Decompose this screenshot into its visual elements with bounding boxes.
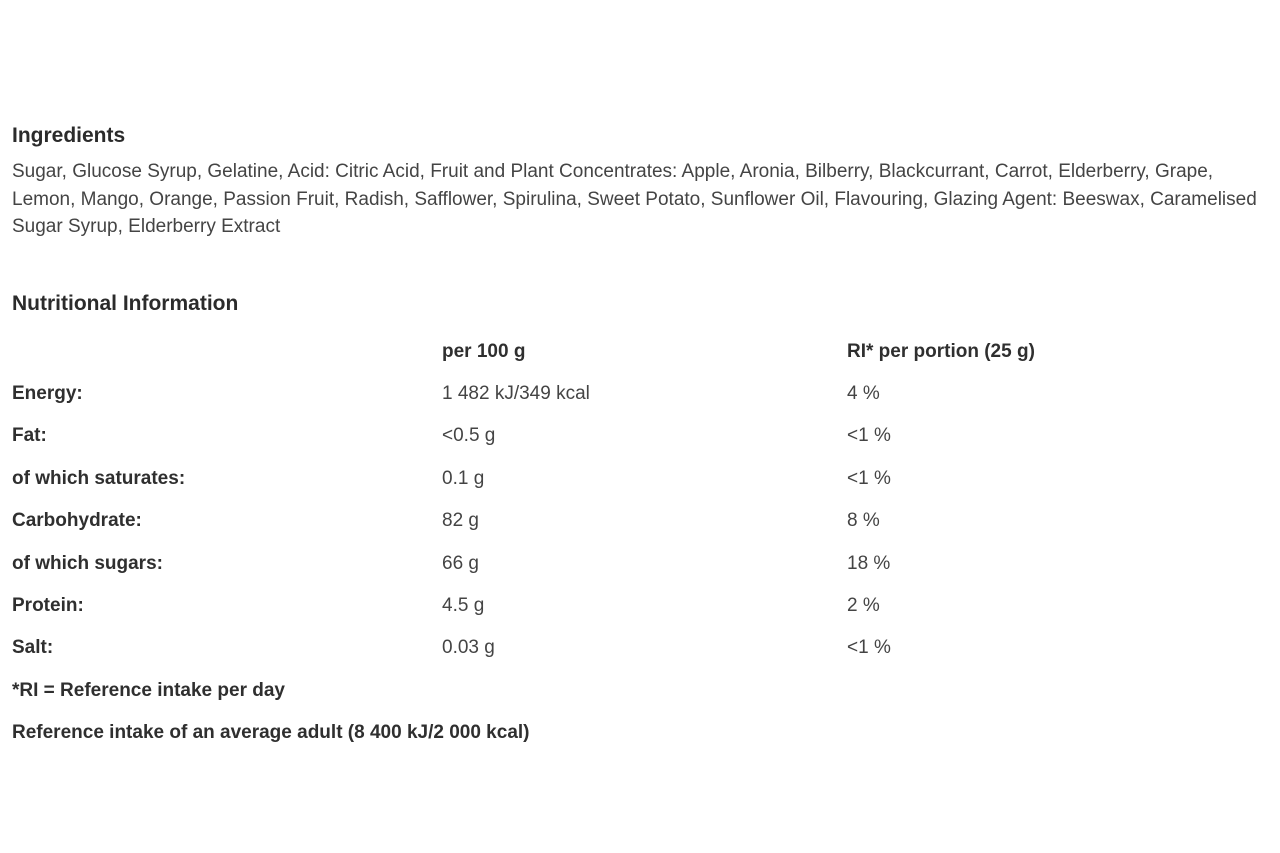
reference-intake-note: Reference intake of an average adult (8 400 kJ/2 000 kcal)	[12, 721, 530, 743]
ri-value: 4 %	[847, 383, 880, 405]
table-row	[12, 415, 1267, 457]
per-100g-value: 0.1 g	[442, 467, 485, 489]
column-header-per-100g: per 100 g	[442, 340, 526, 362]
per-100g-value: <0.5 g	[442, 425, 496, 447]
nutrition-table	[12, 331, 1267, 670]
per-100g-value: 82 g	[442, 510, 479, 532]
nutrient-label: Salt:	[12, 637, 54, 659]
nutrient-label: Fat:	[12, 425, 47, 447]
nutrient-label: of which saturates:	[12, 467, 186, 489]
table-row	[12, 585, 1267, 627]
nutrition-header-row	[12, 331, 1267, 373]
table-row	[12, 373, 1267, 415]
product-details	[12, 122, 1274, 754]
ri-value: 8 %	[847, 510, 880, 532]
nutrition-heading: Nutritional Information	[12, 291, 239, 315]
table-row	[12, 500, 1267, 542]
per-100g-value: 1 482 kJ/349 kcal	[442, 383, 590, 405]
ri-value: 18 %	[847, 552, 891, 574]
column-header-nutrient	[12, 331, 442, 373]
nutrient-label: of which sugars:	[12, 552, 163, 574]
ingredients-text: Sugar, Glucose Syrup, Gelatine, Acid: Citric Acid, Fruit and Plant Concentrates: Apple, Aronia, Bilberry, Blackcurrant, Carrot, Elderberry, Grape, Lemon, Mango, Orange, Passion Fruit, Radish, Safflower, Spirulina, Sweet Potato, Sunflower Oil, Flavouring, Glazing Agent: Beeswax, Caramelised Sugar Syrup, Elderberry Extract	[12, 161, 1257, 237]
per-100g-value: 4.5 g	[442, 595, 485, 617]
ri-value: <1 %	[847, 467, 891, 489]
per-100g-value: 66 g	[442, 552, 479, 574]
table-row	[12, 627, 1267, 669]
per-100g-value: 0.03 g	[442, 637, 495, 659]
ingredients-heading: Ingredients	[12, 124, 126, 147]
nutrient-label: Energy:	[12, 383, 83, 405]
table-row	[12, 542, 1267, 584]
ri-footnote: *RI = Reference intake per day	[12, 679, 285, 701]
ri-value: 2 %	[847, 595, 880, 617]
nutrient-label: Protein:	[12, 595, 84, 617]
ri-value: <1 %	[847, 425, 891, 447]
table-row	[12, 458, 1267, 500]
column-header-ri-per-portion: RI* per portion (25 g)	[847, 340, 1035, 362]
nutrient-label: Carbohydrate:	[12, 510, 142, 532]
ri-value: <1 %	[847, 637, 891, 659]
